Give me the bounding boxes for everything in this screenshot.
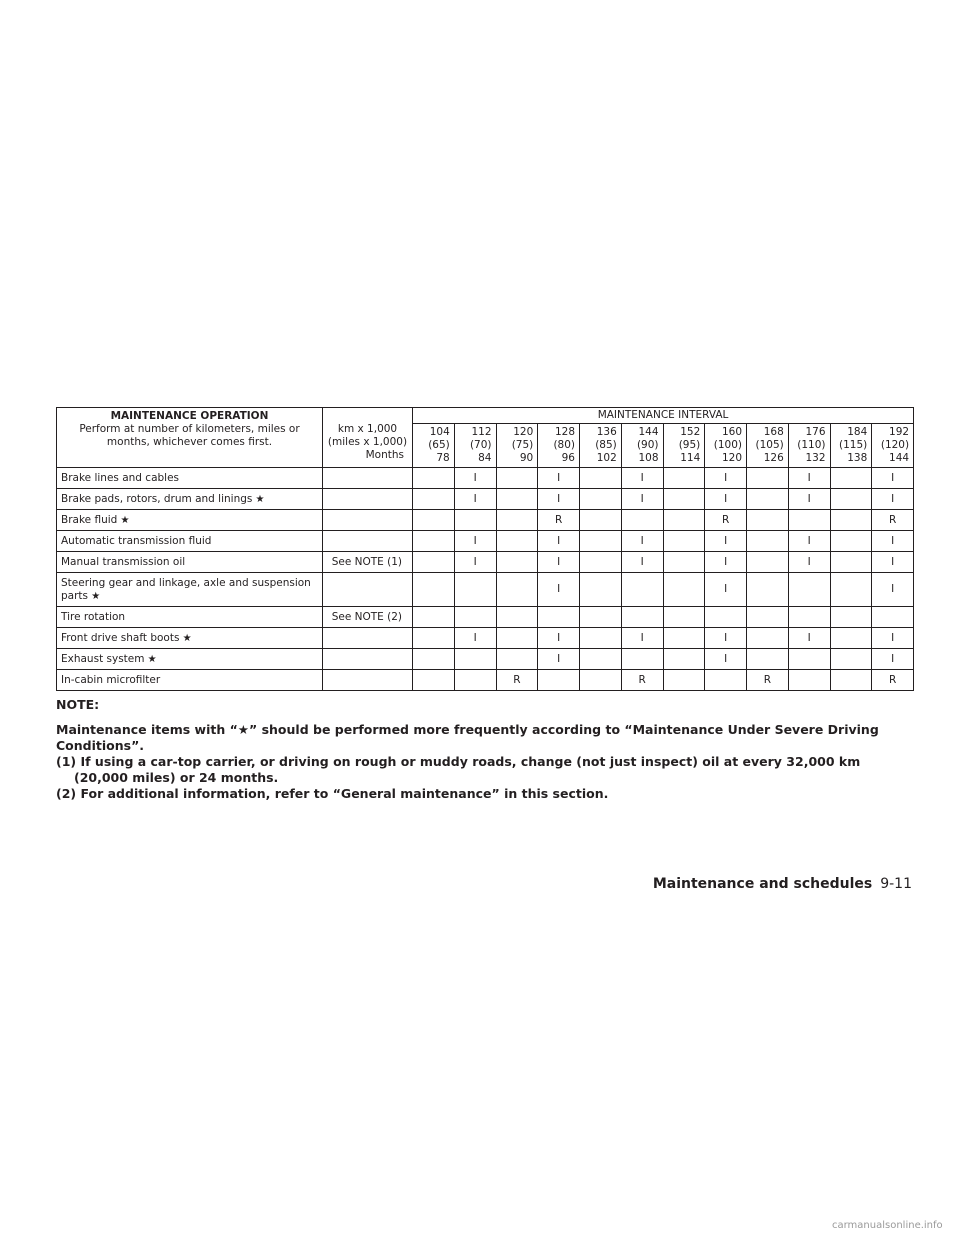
interval-mark-cell xyxy=(872,607,914,628)
interval-mark-cell xyxy=(663,607,705,628)
star-icon: ★ xyxy=(179,633,192,644)
interval-miles: (120) xyxy=(880,439,910,451)
interval-mark-cell xyxy=(621,573,663,607)
interval-mark-cell: I xyxy=(788,628,830,649)
interval-months: 84 xyxy=(478,452,492,464)
interval-mark-cell xyxy=(747,510,789,531)
interval-mark-cell: I xyxy=(705,531,747,552)
interval-mark-cell xyxy=(788,510,830,531)
interval-months: 126 xyxy=(763,452,784,464)
notes-section xyxy=(56,697,914,802)
interval-header-cell xyxy=(454,424,496,468)
maintenance-item xyxy=(57,510,323,531)
maintenance-item-note xyxy=(323,489,413,510)
interval-km: 168 xyxy=(763,426,784,438)
interval-mark-cell xyxy=(580,670,622,691)
maintenance-item xyxy=(57,670,323,691)
interval-months: 120 xyxy=(721,452,742,464)
interval-mark-cell: I xyxy=(872,552,914,573)
interval-km: 128 xyxy=(554,426,575,438)
note-2: (2) For additional information, refer to “General maintenance” in this section. xyxy=(56,786,609,801)
interval-mark-cell xyxy=(496,489,538,510)
interval-header-cell xyxy=(747,424,789,468)
interval-mark-cell xyxy=(663,628,705,649)
maintenance-item-label: Automatic transmission fluid xyxy=(61,535,212,547)
interval-mark-cell: I xyxy=(538,468,580,489)
interval-mark-cell xyxy=(830,552,872,573)
interval-mark-cell: I xyxy=(872,628,914,649)
table-row xyxy=(57,670,914,691)
interval-miles: (75) xyxy=(511,439,534,451)
interval-mark-cell xyxy=(830,468,872,489)
maintenance-item-label: Exhaust system xyxy=(61,653,145,665)
interval-mark-cell xyxy=(496,552,538,573)
interval-mark-cell: I xyxy=(705,552,747,573)
interval-km: 112 xyxy=(471,426,492,438)
interval-months: 114 xyxy=(680,452,701,464)
interval-mark-cell: I xyxy=(538,552,580,573)
interval-km: 160 xyxy=(721,426,742,438)
interval-mark-cell: I xyxy=(872,531,914,552)
table-row xyxy=(57,531,914,552)
interval-mark-cell xyxy=(788,670,830,691)
interval-mark-cell xyxy=(663,531,705,552)
interval-mark-cell: I xyxy=(621,468,663,489)
unit-miles: (miles x 1,000) xyxy=(327,436,408,448)
interval-mark-cell xyxy=(580,531,622,552)
interval-mark-cell xyxy=(454,573,496,607)
maintenance-item-note xyxy=(323,531,413,552)
interval-mark-cell: I xyxy=(454,552,496,573)
page-footer xyxy=(653,876,912,892)
interval-mark-cell xyxy=(788,607,830,628)
interval-miles: (70) xyxy=(469,439,492,451)
table-row xyxy=(57,489,914,510)
interval-header-cell xyxy=(663,424,705,468)
interval-km: 136 xyxy=(596,426,617,438)
interval-mark-cell xyxy=(413,468,455,489)
interval-mark-cell xyxy=(454,510,496,531)
interval-mark-cell xyxy=(538,607,580,628)
interval-mark-cell xyxy=(413,531,455,552)
interval-mark-cell: I xyxy=(872,649,914,670)
star-icon: ★ xyxy=(252,494,265,505)
note-severe-conditions: Maintenance items with “★” should be performed more frequently according to “Maintenance Under Severe Driving Conditions”. xyxy=(56,722,879,753)
interval-mark-cell xyxy=(747,531,789,552)
interval-km: 192 xyxy=(889,426,910,438)
table-row xyxy=(57,607,914,628)
interval-mark-cell xyxy=(413,510,455,531)
maintenance-item xyxy=(57,552,323,573)
interval-mark-cell xyxy=(621,607,663,628)
interval-mark-cell: I xyxy=(621,489,663,510)
interval-mark-cell xyxy=(496,468,538,489)
interval-mark-cell xyxy=(830,607,872,628)
interval-mark-cell: R xyxy=(872,670,914,691)
interval-mark-cell: I xyxy=(788,552,830,573)
section-title: Maintenance and schedules xyxy=(652,876,873,892)
interval-mark-cell xyxy=(705,607,747,628)
star-icon: ★ xyxy=(144,654,157,665)
interval-mark-cell: I xyxy=(788,531,830,552)
interval-mark-cell xyxy=(747,489,789,510)
maintenance-item xyxy=(57,628,323,649)
table-row xyxy=(57,468,914,489)
interval-mark-cell xyxy=(830,573,872,607)
interval-mark-cell xyxy=(830,670,872,691)
interval-miles: (65) xyxy=(428,439,450,451)
interval-km: 184 xyxy=(847,426,868,438)
interval-mark-cell xyxy=(454,607,496,628)
interval-miles: (115) xyxy=(839,439,868,451)
interval-mark-cell xyxy=(580,573,622,607)
interval-mark-cell: I xyxy=(705,468,747,489)
interval-mark-cell: I xyxy=(705,628,747,649)
interval-mark-cell: R xyxy=(538,510,580,531)
interval-header-cell xyxy=(705,424,747,468)
interval-header-cell xyxy=(413,424,455,468)
maintenance-item-label: Brake lines and cables xyxy=(61,472,180,484)
interval-mark-cell xyxy=(580,489,622,510)
maintenance-item xyxy=(57,489,323,510)
maintenance-operation-header xyxy=(57,408,323,468)
unit-km: km x 1,000 xyxy=(337,423,398,435)
interval-mark-cell: R xyxy=(747,670,789,691)
maintenance-item xyxy=(57,607,323,628)
star-icon: ★ xyxy=(88,591,101,602)
maintenance-item xyxy=(57,649,323,670)
interval-mark-cell: I xyxy=(454,628,496,649)
interval-km: 152 xyxy=(680,426,701,438)
interval-mark-cell xyxy=(663,468,705,489)
interval-mark-cell xyxy=(788,649,830,670)
interval-mark-cell: I xyxy=(788,489,830,510)
interval-mark-cell: I xyxy=(788,468,830,489)
interval-mark-cell xyxy=(747,628,789,649)
table-row xyxy=(57,552,914,573)
interval-mark-cell xyxy=(830,510,872,531)
interval-mark-cell xyxy=(580,628,622,649)
star-icon: ★ xyxy=(117,515,130,526)
interval-header-cell xyxy=(621,424,663,468)
interval-mark-cell xyxy=(830,628,872,649)
interval-mark-cell xyxy=(580,468,622,489)
interval-mark-cell xyxy=(496,531,538,552)
maintenance-item-label: Brake fluid xyxy=(61,514,118,526)
interval-mark-cell: R xyxy=(705,510,747,531)
maintenance-item-note xyxy=(323,649,413,670)
interval-mark-cell xyxy=(496,649,538,670)
interval-mark-cell: I xyxy=(621,552,663,573)
interval-mark-cell: R xyxy=(496,670,538,691)
interval-mark-cell xyxy=(413,573,455,607)
interval-km: 176 xyxy=(805,426,826,438)
interval-header-cell xyxy=(788,424,830,468)
unit-months: Months xyxy=(365,449,404,461)
interval-mark-cell xyxy=(413,489,455,510)
maintenance-item-label: Tire rotation xyxy=(61,611,126,623)
interval-mark-cell xyxy=(496,510,538,531)
interval-mark-cell: I xyxy=(454,489,496,510)
interval-mark-cell: I xyxy=(705,649,747,670)
interval-mark-cell: I xyxy=(705,573,747,607)
maintenance-operation-title: MAINTENANCE OPERATION xyxy=(110,410,269,422)
maintenance-item-note: See NOTE (1) xyxy=(323,552,413,573)
interval-mark-cell xyxy=(747,649,789,670)
interval-mark-cell xyxy=(663,552,705,573)
maintenance-item-label: Brake pads, rotors, drum and linings xyxy=(61,493,253,505)
interval-mark-cell xyxy=(830,489,872,510)
interval-months: 138 xyxy=(847,452,868,464)
interval-mark-cell: I xyxy=(538,649,580,670)
interval-mark-cell: R xyxy=(872,510,914,531)
interval-header-cell xyxy=(496,424,538,468)
table-row xyxy=(57,649,914,670)
interval-mark-cell xyxy=(454,670,496,691)
interval-mark-cell xyxy=(413,628,455,649)
maintenance-item-note xyxy=(323,670,413,691)
interval-mark-cell: I xyxy=(538,573,580,607)
interval-mark-cell xyxy=(580,552,622,573)
interval-mark-cell xyxy=(580,649,622,670)
interval-mark-cell: I xyxy=(538,489,580,510)
table-row xyxy=(57,628,914,649)
interval-mark-cell: I xyxy=(538,628,580,649)
interval-mark-cell: R xyxy=(621,670,663,691)
interval-months: 78 xyxy=(436,452,450,464)
interval-mark-cell xyxy=(788,573,830,607)
interval-mark-cell xyxy=(663,573,705,607)
unit-header xyxy=(323,408,413,468)
interval-mark-cell xyxy=(621,649,663,670)
interval-miles: (110) xyxy=(797,439,826,451)
maintenance-item-label: Front drive shaft boots xyxy=(61,632,180,644)
interval-months: 132 xyxy=(805,452,826,464)
interval-km: 104 xyxy=(429,426,450,438)
interval-mark-cell xyxy=(830,531,872,552)
interval-mark-cell: I xyxy=(872,573,914,607)
interval-mark-cell xyxy=(830,649,872,670)
interval-mark-cell xyxy=(413,607,455,628)
interval-months: 96 xyxy=(561,452,575,464)
maintenance-item xyxy=(57,573,323,607)
interval-miles: (95) xyxy=(678,439,701,451)
table-row xyxy=(57,510,914,531)
maintenance-item-note: See NOTE (2) xyxy=(323,607,413,628)
interval-mark-cell xyxy=(747,552,789,573)
interval-mark-cell xyxy=(538,670,580,691)
table-header-row-1 xyxy=(57,408,914,424)
maintenance-operation-subtitle: Perform at number of kilometers, miles or months, whichever comes first. xyxy=(79,423,300,448)
interval-months: 108 xyxy=(638,452,659,464)
interval-miles: (80) xyxy=(553,439,575,451)
maintenance-item-note xyxy=(323,468,413,489)
interval-mark-cell xyxy=(747,573,789,607)
interval-months: 90 xyxy=(519,452,534,464)
interval-mark-cell xyxy=(413,670,455,691)
note-heading: NOTE: xyxy=(56,697,100,712)
interval-km: 120 xyxy=(513,426,534,438)
interval-miles: (90) xyxy=(636,439,659,451)
interval-mark-cell: I xyxy=(705,489,747,510)
interval-mark-cell xyxy=(705,670,747,691)
interval-mark-cell xyxy=(663,670,705,691)
maintenance-item-note xyxy=(323,573,413,607)
interval-miles: (105) xyxy=(755,439,784,451)
interval-mark-cell xyxy=(496,607,538,628)
maintenance-schedule-table xyxy=(56,407,914,691)
page-number: 9-11 xyxy=(880,876,912,892)
table-row xyxy=(57,573,914,607)
interval-mark-cell xyxy=(663,510,705,531)
interval-months: 144 xyxy=(889,452,910,464)
note-1: (1) If using a car-top carrier, or driving on rough or muddy roads, change (not just inspect) oil at every 32,000 km (20,000 miles) or 24 months. xyxy=(56,754,861,785)
interval-miles: (85) xyxy=(595,439,617,451)
maintenance-item-label: In-cabin microfilter xyxy=(61,674,161,686)
interval-months: 102 xyxy=(596,452,617,464)
maintenance-item-note xyxy=(323,510,413,531)
interval-mark-cell xyxy=(413,649,455,670)
interval-mark-cell xyxy=(663,649,705,670)
interval-mark-cell xyxy=(663,489,705,510)
interval-header-cell xyxy=(872,424,914,468)
interval-mark-cell: I xyxy=(872,468,914,489)
interval-mark-cell: I xyxy=(454,531,496,552)
interval-mark-cell: I xyxy=(454,468,496,489)
maintenance-item-label: Steering gear and linkage, axle and suspension parts xyxy=(61,577,311,602)
interval-header-cell xyxy=(580,424,622,468)
interval-mark-cell xyxy=(580,607,622,628)
maintenance-item xyxy=(57,531,323,552)
interval-mark-cell xyxy=(747,607,789,628)
interval-miles: (100) xyxy=(713,439,742,451)
maintenance-item-note xyxy=(323,628,413,649)
maintenance-item xyxy=(57,468,323,489)
interval-mark-cell xyxy=(621,510,663,531)
interval-mark-cell: I xyxy=(872,489,914,510)
interval-mark-cell xyxy=(413,552,455,573)
maintenance-interval-title: MAINTENANCE INTERVAL xyxy=(413,408,914,424)
maintenance-item-label: Manual transmission oil xyxy=(61,556,186,568)
interval-mark-cell: I xyxy=(538,531,580,552)
interval-mark-cell: I xyxy=(621,531,663,552)
interval-mark-cell xyxy=(580,510,622,531)
interval-mark-cell xyxy=(496,628,538,649)
interval-mark-cell xyxy=(496,573,538,607)
watermark: carmanualsonline.info xyxy=(832,1220,943,1231)
interval-km: 144 xyxy=(638,426,659,438)
interval-header-cell xyxy=(830,424,872,468)
interval-header-cell xyxy=(538,424,580,468)
interval-mark-cell xyxy=(454,649,496,670)
interval-mark-cell xyxy=(747,468,789,489)
interval-mark-cell: I xyxy=(621,628,663,649)
